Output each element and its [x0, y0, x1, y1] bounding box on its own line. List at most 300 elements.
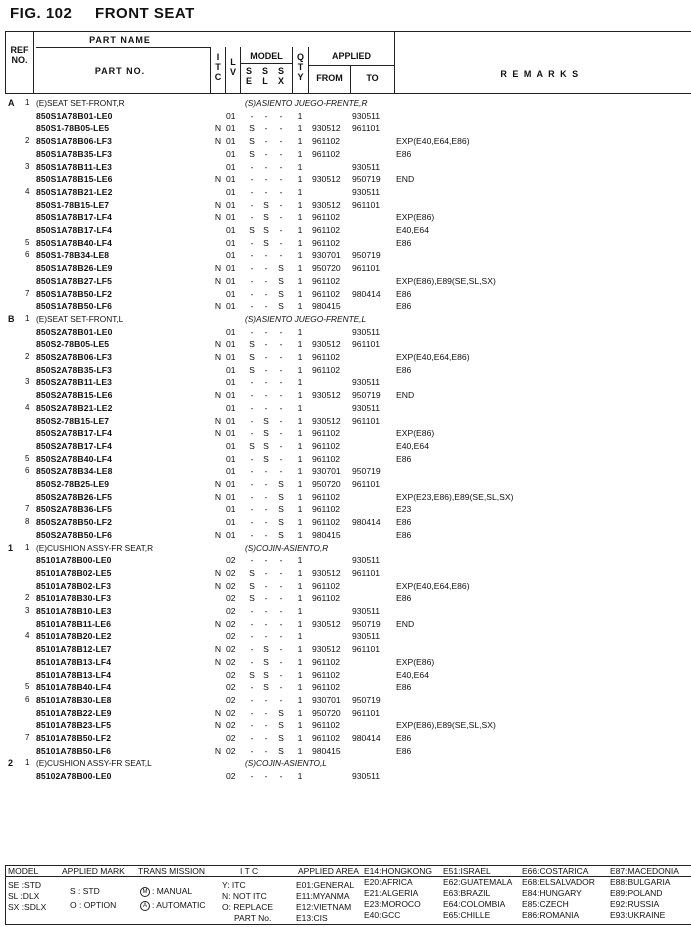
remarks: E86: [396, 593, 412, 604]
quantity: 1: [297, 148, 303, 159]
table-group-row: [0, 757, 691, 770]
model-sx-mark: -: [279, 555, 283, 566]
level: 02: [226, 682, 236, 693]
level: 01: [226, 136, 236, 147]
applied-from: 961102: [312, 517, 341, 528]
ref-no: A: [8, 98, 15, 108]
table-row: [0, 389, 691, 402]
part-number: 850S1A78B50-LF6: [36, 301, 113, 312]
applied-to: 930511: [352, 771, 381, 782]
itc-code: N: [214, 656, 222, 667]
item-index: 3: [25, 377, 30, 387]
applied-from: 961102: [312, 288, 341, 299]
qty-header: Q T Y: [296, 52, 304, 82]
model-sl-mark: -: [264, 733, 268, 743]
model-sl-mark: S: [263, 669, 269, 680]
model-sx-mark: S: [278, 733, 284, 743]
item-index: 5: [25, 237, 30, 247]
model-se-mark: -: [250, 644, 254, 655]
applied-to: 930511: [352, 606, 381, 616]
applied-from: 961102: [312, 352, 341, 362]
model-sx-mark: S: [278, 529, 284, 540]
part-description-spanish: (S)COJIN-ASIENTO,L: [245, 758, 327, 769]
part-number: 85101A78B30-LF3: [36, 593, 112, 604]
table-row: [0, 503, 691, 516]
legend-applied-marks: S : STD O : OPTION: [70, 886, 117, 910]
applied-from: 961102: [312, 212, 341, 223]
itc-code: N: [214, 390, 222, 401]
model-sl-mark: -: [264, 567, 268, 578]
table-row: [0, 453, 691, 466]
part-number: 850S2A78B34-LE8: [36, 466, 113, 477]
model-se-mark: -: [250, 618, 254, 629]
quantity: 1: [297, 669, 303, 680]
table-row: [0, 770, 691, 783]
model-sl-mark: -: [264, 466, 268, 477]
model-sl-mark: -: [264, 593, 268, 604]
remarks: EXP(E40,E64,E86): [396, 352, 470, 362]
model-se-mark: -: [250, 631, 254, 642]
model-sx-mark: -: [279, 250, 283, 261]
model-sx-mark: -: [279, 402, 283, 413]
part-number: 850S1A78B11-LE3: [36, 161, 113, 172]
model-sl-mark: S: [263, 440, 269, 451]
model-sx-mark: -: [279, 364, 283, 375]
model-sx-mark: -: [279, 618, 283, 629]
model-se-mark: S: [249, 339, 255, 350]
model-sl-mark: S: [263, 682, 269, 693]
table-row: [0, 440, 691, 453]
level: 02: [226, 580, 236, 591]
model-sx-mark: -: [279, 771, 283, 782]
part-number: 850S2A78B50-LF2: [36, 517, 113, 528]
model-sl-mark: -: [264, 288, 268, 299]
model-sl-mark: -: [264, 136, 268, 147]
model-sl-mark: -: [264, 694, 268, 705]
applied-to: 950719: [352, 618, 381, 629]
model-se-mark: -: [250, 402, 254, 413]
applied-from: 961102: [312, 733, 341, 743]
applied-to: 930511: [352, 555, 381, 566]
level: 01: [226, 491, 236, 502]
legend-area-title: APPLIED AREA: [298, 866, 359, 876]
table-row: [0, 186, 691, 199]
level: 01: [226, 352, 236, 362]
model-sx-mark: -: [279, 352, 283, 362]
remarks: E86: [396, 529, 412, 540]
figure-name: FRONT SEAT: [95, 5, 195, 22]
model-sx-mark: -: [279, 110, 283, 121]
item-index: 2: [25, 352, 30, 361]
level: 01: [226, 263, 236, 274]
model-sl-mark: -: [264, 504, 268, 515]
remarks: EXP(E86),E89(SE,SL,SX): [396, 275, 496, 286]
level: 01: [226, 479, 236, 489]
item-index: 8: [25, 517, 30, 527]
model-se-mark: -: [250, 377, 254, 388]
quantity: 1: [297, 720, 303, 731]
item-index: 3: [25, 161, 30, 171]
remarks: E86: [396, 364, 412, 375]
legend-areas-col3: E51:ISRAEL E62:GUATEMALA E63:BRAZIL E64:COLOMBIA E65:CHILLE: [443, 866, 513, 920]
itc-code: N: [214, 580, 222, 591]
table-row: [0, 643, 691, 656]
model-se-mark: S: [249, 593, 255, 604]
remarks: E86: [396, 237, 412, 248]
level: 02: [226, 694, 236, 705]
applied-from: 961102: [312, 491, 341, 502]
applied-to: 930511: [352, 186, 381, 197]
table-row: [0, 173, 691, 186]
part-number: 850S1-78B15-LE7: [36, 199, 110, 210]
part-number: 850S1A78B21-LE2: [36, 186, 113, 197]
model-sl-mark: -: [264, 606, 268, 616]
table-row: [0, 719, 691, 732]
model-sx-mark: -: [279, 606, 283, 616]
item-index: 1: [25, 98, 30, 107]
applied-to: 961101: [352, 707, 381, 718]
part-number: 85101A78B30-LE8: [36, 694, 112, 705]
model-se-mark: -: [250, 656, 254, 667]
model-sx-mark: -: [279, 136, 283, 147]
level: 02: [226, 656, 236, 667]
quantity: 1: [297, 428, 303, 439]
model-sx-mark: S: [278, 745, 284, 756]
level: 01: [226, 453, 236, 464]
applied-from: 930512: [312, 339, 341, 350]
table-row: [0, 580, 691, 593]
model-se-mark: -: [250, 453, 254, 464]
quantity: 1: [297, 364, 303, 375]
itc-code: N: [214, 212, 222, 223]
legend-itc: Y: ITC N: NOT ITC O: REPLACE PART No.: [222, 880, 274, 923]
quantity: 1: [297, 567, 303, 578]
table-row: [0, 732, 691, 745]
model-sl-mark: -: [264, 186, 268, 197]
table-row: [0, 529, 691, 542]
table-row: [0, 300, 691, 313]
model-se-mark: S: [249, 580, 255, 591]
table-row: [0, 465, 691, 478]
item-index: 2: [25, 593, 30, 603]
level: 01: [226, 110, 236, 121]
table-row: [0, 262, 691, 275]
table-group-row: [0, 313, 691, 326]
applied-from: 930512: [312, 199, 341, 210]
quantity: 1: [297, 733, 303, 743]
part-number: 850S1A78B01-LE0: [36, 110, 113, 121]
model-sx-mark: -: [279, 567, 283, 578]
table-row: [0, 669, 691, 682]
remarks: END: [396, 618, 415, 629]
table-row: [0, 148, 691, 161]
table-row: [0, 135, 691, 148]
applied-from: 930512: [312, 567, 341, 578]
model-sx-mark: S: [278, 479, 284, 489]
model-se-mark: -: [250, 555, 254, 566]
part-description: (E)CUSHION ASSY-FR SEAT,L: [36, 758, 152, 769]
model-sx-mark: -: [279, 466, 283, 477]
quantity: 1: [297, 237, 303, 248]
applied-header: APPLIED: [331, 51, 371, 61]
quantity: 1: [297, 199, 303, 210]
level: 02: [226, 720, 236, 731]
table-row: [0, 630, 691, 643]
quantity: 1: [297, 694, 303, 705]
part-number: 850S2A78B50-LF6: [36, 529, 113, 540]
quantity: 1: [297, 402, 303, 413]
figure-number: FIG. 102: [10, 5, 73, 22]
itc-code: N: [214, 174, 222, 185]
model-se-mark: -: [250, 771, 254, 782]
itc-code: N: [214, 491, 222, 502]
applied-from: 930701: [312, 694, 341, 705]
level: 02: [226, 771, 236, 782]
applied-from: 961102: [312, 237, 341, 248]
quantity: 1: [297, 504, 303, 515]
quantity: 1: [297, 631, 303, 642]
model-sl-mark: -: [264, 402, 268, 413]
remarks: E40,E64: [396, 225, 429, 235]
quantity: 1: [297, 390, 303, 401]
applied-to: 980414: [352, 517, 381, 528]
to-header: TO: [366, 73, 379, 83]
model-se-mark: S: [249, 148, 255, 159]
remarks: E86: [396, 288, 412, 299]
applied-from: 930512: [312, 415, 341, 426]
part-number: 85101A78B40-LF4: [36, 682, 112, 693]
itc-code: N: [214, 644, 222, 655]
table-row: [0, 745, 691, 758]
ref-no-header: REF NO.: [10, 45, 29, 65]
table-row: [0, 681, 691, 694]
model-sx-mark: -: [279, 694, 283, 705]
level: 01: [226, 517, 236, 528]
part-number: 850S1A78B27-LF5: [36, 275, 113, 286]
quantity: 1: [297, 123, 303, 134]
table-row: [0, 491, 691, 504]
model-sl-mark: -: [264, 339, 268, 350]
applied-to: 930511: [352, 110, 381, 121]
model-se-mark: -: [250, 720, 254, 731]
model-sx-mark: -: [279, 428, 283, 439]
part-name-header: PART NAME: [89, 35, 151, 45]
model-sx-mark: -: [279, 377, 283, 388]
quantity: 1: [297, 161, 303, 172]
item-index: 1: [25, 313, 30, 323]
model-sx-mark: -: [279, 656, 283, 667]
model-sx-mark: S: [278, 504, 284, 515]
automatic-icon: A: [140, 901, 150, 911]
level: 01: [226, 161, 236, 172]
ref-no: 1: [8, 542, 14, 553]
item-index: 6: [25, 466, 30, 476]
applied-to: 961101: [352, 644, 381, 655]
table-row: [0, 694, 691, 707]
model-sl-mark: S: [263, 225, 269, 235]
level: 02: [226, 669, 236, 680]
table-row: [0, 516, 691, 529]
part-number: 85101A78B00-LE0: [36, 555, 112, 566]
part-number: 850S2A78B06-LF3: [36, 352, 113, 362]
quantity: 1: [297, 301, 303, 312]
item-index: 7: [25, 504, 30, 514]
part-number: 85101A78B50-LF2: [36, 733, 112, 743]
applied-to: 961101: [352, 479, 381, 489]
applied-to: 930511: [352, 377, 381, 388]
from-header: FROM: [316, 73, 343, 83]
remarks: EXP(E86),E89(SE,SL,SX): [396, 720, 496, 731]
level: 01: [226, 377, 236, 388]
level: 01: [226, 199, 236, 210]
quantity: 1: [297, 555, 303, 566]
applied-to: 961101: [352, 339, 381, 350]
applied-to: 961101: [352, 199, 381, 210]
level: 01: [226, 402, 236, 413]
applied-from: 961102: [312, 656, 341, 667]
itc-code: N: [214, 415, 222, 426]
model-se-mark: -: [250, 237, 254, 248]
model-sx-mark: -: [279, 148, 283, 159]
model-se-mark: -: [250, 479, 254, 489]
table-row: [0, 402, 691, 415]
quantity: 1: [297, 288, 303, 299]
legend-areas-col2: E14:HONGKONG E20:AFRICA E21:ALGERIA E23:MOROCO E40:GCC: [364, 866, 433, 920]
applied-from: 961102: [312, 580, 341, 591]
item-index: 4: [25, 402, 30, 412]
level: 02: [226, 644, 236, 655]
quantity: 1: [297, 186, 303, 197]
level: 01: [226, 250, 236, 261]
model-sx-mark: -: [279, 123, 283, 134]
item-index: 6: [25, 694, 30, 704]
table-row: [0, 364, 691, 377]
table-row: [0, 427, 691, 440]
table-row: [0, 351, 691, 364]
model-sl-mark: -: [264, 618, 268, 629]
level: 01: [226, 148, 236, 159]
model-sx-mark: -: [279, 593, 283, 604]
table-row: [0, 554, 691, 567]
applied-from: 930512: [312, 123, 341, 134]
table-row: [0, 592, 691, 605]
itc-code: N: [214, 301, 222, 312]
part-number: 850S2A78B01-LE0: [36, 326, 113, 337]
applied-from: 961102: [312, 440, 341, 451]
applied-to: 961101: [352, 263, 381, 274]
model-sl-mark: S: [263, 644, 269, 655]
part-number: 850S2A78B21-LE2: [36, 402, 113, 413]
part-number: 850S2A78B26-LF5: [36, 491, 113, 502]
itc-code: N: [214, 707, 222, 718]
model-sl-mark: -: [264, 263, 268, 274]
applied-from: 930512: [312, 618, 341, 629]
model-se-mark: -: [250, 694, 254, 705]
model-se-mark: -: [250, 326, 254, 337]
quantity: 1: [297, 415, 303, 426]
model-sl-mark: -: [264, 301, 268, 312]
remarks-header: R E M A R K S: [500, 69, 580, 79]
manual-icon: M: [140, 887, 150, 897]
model-se-mark: -: [250, 186, 254, 197]
itc-code: N: [214, 275, 222, 286]
legend-areas-col4: E66:COSTARICA E68:ELSALVADOR E84:HUNGARY E85:CZECH E86:ROMANIA: [522, 866, 595, 920]
level: 01: [226, 466, 236, 477]
model-se-mark: -: [250, 517, 254, 528]
level: 01: [226, 390, 236, 401]
remarks: EXP(E40,E64,E86): [396, 580, 470, 591]
level: 01: [226, 123, 236, 134]
model-sx-mark: -: [279, 669, 283, 680]
applied-to: 930511: [352, 631, 381, 642]
legend-areas-col1: E01:GENERAL E11:MYANMA E12:VIETNAM E13:CIS: [296, 880, 355, 923]
applied-from: 961102: [312, 148, 341, 159]
model-se-mark: S: [249, 567, 255, 578]
model-sl-mark: -: [264, 148, 268, 159]
model-sl-mark: -: [264, 110, 268, 121]
model-sx-mark: -: [279, 199, 283, 210]
model-sl-mark: -: [264, 491, 268, 502]
model-se-mark: -: [250, 199, 254, 210]
model-se-mark: -: [250, 466, 254, 477]
itc-code: N: [214, 529, 222, 540]
model-se-mark: -: [250, 745, 254, 756]
itc-code: N: [214, 339, 222, 350]
applied-to: 961101: [352, 123, 381, 134]
model-se-mark: -: [250, 428, 254, 439]
legend-trans-title: TRANS MISSION: [138, 866, 206, 876]
applied-to: 930511: [352, 161, 381, 172]
applied-to: 950719: [352, 250, 381, 261]
quantity: 1: [297, 377, 303, 388]
level: 01: [226, 288, 236, 299]
part-no-header: PART NO.: [94, 66, 146, 76]
model-se-mark: -: [250, 606, 254, 616]
level: 01: [226, 275, 236, 286]
item-index: 5: [25, 453, 30, 463]
legend-model-title: MODEL: [8, 866, 39, 876]
applied-to: 950719: [352, 390, 381, 401]
model-sl-mark: S: [263, 656, 269, 667]
level: 02: [226, 593, 236, 604]
model-sx-mark: S: [278, 707, 284, 718]
model-sx-mark: -: [279, 631, 283, 642]
level: 01: [226, 440, 236, 451]
quantity: 1: [297, 110, 303, 121]
model-sx-mark: S: [278, 491, 284, 502]
quantity: 1: [297, 745, 303, 756]
quantity: 1: [297, 644, 303, 655]
model-sl-mark: S: [263, 428, 269, 439]
part-number: 850S1-78B34-LE8: [36, 250, 110, 261]
applied-from: 950720: [312, 263, 341, 274]
model-sl-mark: -: [264, 631, 268, 642]
applied-from: 961102: [312, 720, 341, 731]
item-index: 1: [25, 542, 30, 552]
table-row: [0, 288, 691, 301]
model-sl-mark: -: [264, 390, 268, 401]
applied-from: 961102: [312, 682, 341, 693]
remarks: E86: [396, 301, 412, 312]
model-sl-mark: -: [264, 580, 268, 591]
part-description: (E)SEAT SET-FRONT,L: [36, 313, 124, 324]
model-sl-mark: S: [263, 212, 269, 223]
model-sl-mark: -: [264, 174, 268, 185]
remarks: E86: [396, 745, 412, 756]
itc-code: N: [214, 745, 222, 756]
level: 01: [226, 237, 236, 248]
part-description-spanish: (S)ASIENTO JUEGO-FRENTE,R: [245, 98, 368, 108]
